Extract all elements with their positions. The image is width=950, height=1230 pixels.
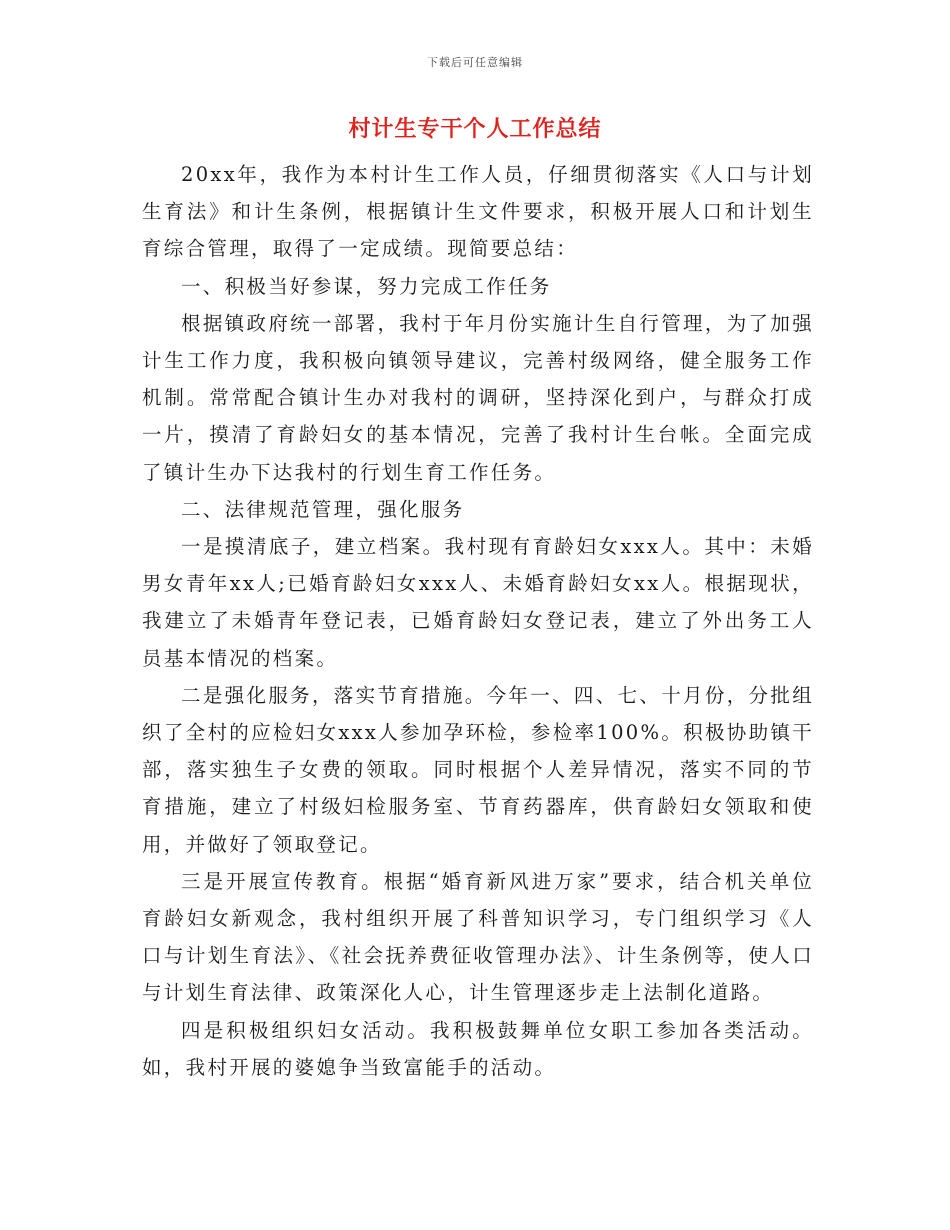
- paragraph-item-2: 二是强化服务，落实节育措施。今年一、四、七、十月份，分批组织了全村的应检妇女xxx人参加孕环检，参检率100%。积极协助镇干部，落实独生子女费的领取。同时根据个人差异情况，落实不同的节育措施，建立了村级妇检服务室、节育药器库，供育龄妇女领取和使用，并做好了领取登记。: [142, 683, 814, 856]
- paragraph-item-1: 一是摸清底子，建立档案。我村现有育龄妇女xxx人。其中：未婚男女青年xx人;已婚育龄妇女xxx人、未婚育龄妇女xx人。根据现状，我建立了未婚青年登记表，已婚育龄妇女登记表，建立了外出务工人员基本情况的档案。: [142, 535, 814, 670]
- paragraph-section-1: 根据镇政府统一部署，我村于年月份实施计生自行管理，为了加强计生工作力度，我积极向镇领导建议，完善村级网络，健全服务工作机制。常常配合镇计生办对我村的调研，坚持深化到户，与群众打成一片，摸清了育龄妇女的基本情况，完善了我村计生台帐。全面完成了镇计生办下达我村的行划生育工作任务。: [142, 311, 814, 484]
- document-body: [142, 156, 814, 1086]
- paragraph-intro: 20xx年，我作为本村计生工作人员，仔细贯彻落实《人口与计划生育法》和计生条例，根据镇计生文件要求，积极开展人口和计划生育综合管理，取得了一定成绩。现简要总结：: [142, 163, 814, 261]
- page-header-note: 下载后可任意编辑: [427, 56, 523, 69]
- document-title: 村计生专干个人工作总结: [348, 116, 602, 142]
- paragraph-item-3: 三是开展宣传教育。根据“婚育新风进万家”要求，结合机关单位育龄妇女新观念，我村组织开展了科普知识学习，专门组织学习《人口与计划生育法》、《社会抚养费征收管理办法》、计生条例等，使人口与计划生育法律、政策深化人心，计生管理逐步走上法制化道路。: [142, 869, 814, 1005]
- paragraph-item-4: 四是积极组织妇女活动。我积极鼓舞单位女职工参加各类活动。如，我村开展的婆媳争当致富能手的活动。: [142, 1018, 814, 1079]
- section-heading-1: 一、积极当好参谋，努力完成工作任务: [181, 274, 552, 298]
- section-heading-2: 二、法律规范管理，强化服务: [181, 497, 465, 521]
